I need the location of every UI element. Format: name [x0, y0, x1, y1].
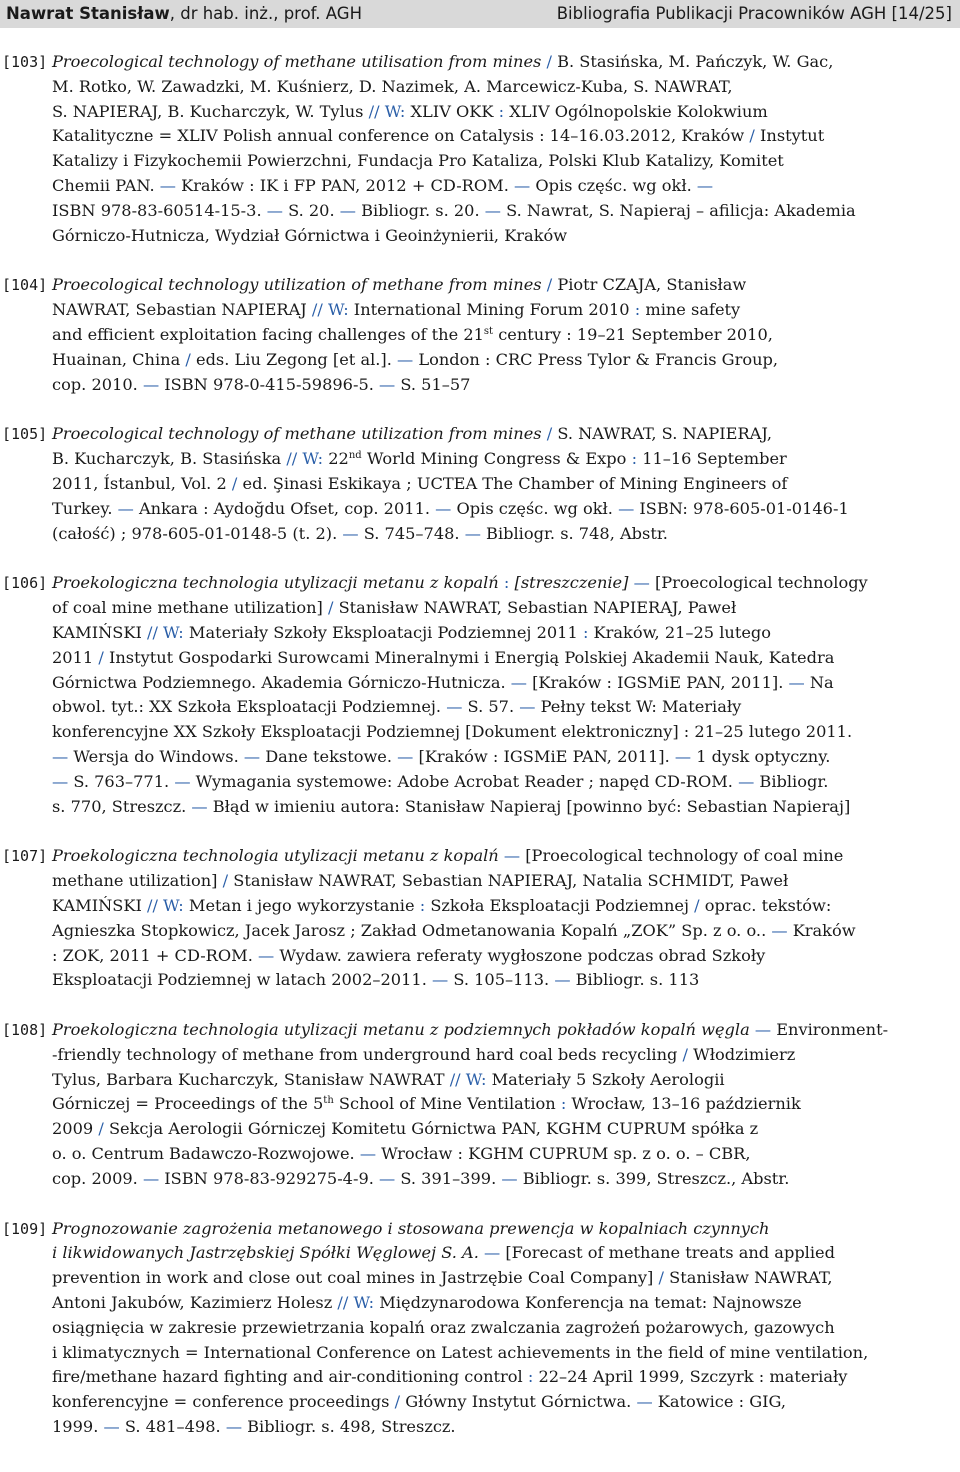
separator: —: [142, 374, 160, 394]
separator: /: [541, 52, 558, 71]
separator: —: [478, 1243, 506, 1263]
entry-text: [Proecological technology of coal mine: [525, 846, 844, 866]
entry-text: ISBN 978-83-60514-15-3.: [52, 200, 267, 220]
entry-line: [52, 497, 952, 522]
entry-line: [52, 1241, 952, 1266]
separator: /: [185, 349, 191, 369]
entry-text: Wrocław : KGHM CUPRUM sp. z o. o. – CBR,: [376, 1144, 751, 1164]
entry-text: Bibliogr.: [754, 771, 829, 791]
separator: —: [519, 697, 536, 717]
entry-text: KAMIŃSKI: [52, 895, 147, 915]
entry-line: [52, 50, 952, 75]
entry-line: [52, 1266, 952, 1291]
bibliography-entry: [0, 844, 952, 993]
entry-text: Górniczej = Proceedings of the 5: [52, 1094, 324, 1114]
entry-text: of coal mine methane utilization]: [52, 598, 328, 618]
entry-line: [52, 745, 952, 770]
entry-text: Katowice : GIG,: [652, 1392, 787, 1412]
entry-title: Proekologiczna technologia utylizacji metanu z kopalń: [52, 846, 499, 866]
entry-line: [52, 869, 952, 894]
entry-text: Bibliogr. s. 399, Streszcz., Abstr.: [517, 1168, 790, 1188]
entry-text: prevention in work and close out coal mines in Jastrzębie Coal Company]: [52, 1268, 659, 1288]
entry-text: Instytut: [754, 126, 825, 146]
entry-line: [52, 1365, 952, 1390]
entry-text: osiągnięcia w zakresie przewietrzania kopalń oraz zwalczania zagrożeń pożarowych, gazowych: [52, 1317, 835, 1337]
separator: // W:: [286, 449, 324, 469]
entry-text: XLIV Ogólnopolskie Kolokwium: [504, 101, 768, 121]
separator: —: [379, 1168, 396, 1188]
entry-line: [52, 795, 952, 820]
entry-line: [52, 1217, 952, 1242]
entry-line: [52, 646, 952, 671]
entry-text: S. 745–748.: [358, 523, 465, 543]
entry-line: [52, 1167, 952, 1192]
entry-text: Chemii PAN.: [52, 175, 160, 195]
entry-text: S. 481–498.: [119, 1417, 226, 1437]
separator: // W:: [368, 101, 406, 121]
separator: —: [397, 349, 414, 369]
entry-text: s. 770, Streszcz.: [52, 796, 192, 816]
entry-text: Wymagania systemowe: Adobe Acrobat Reader ; napęd CD-ROM.: [190, 771, 739, 791]
entry-text: S. NAWRAT, S. NAPIERAJ,: [557, 424, 773, 444]
entry-text: Ankara : Aydoğdu Ofset, cop. 2011.: [133, 498, 436, 518]
entry-line: [52, 720, 952, 745]
separator: —: [243, 746, 261, 766]
entry-text: Na: [804, 672, 834, 692]
entry-text: Górniczo-Hutnicza, Wydział Górnictwa i Geoinżynierii, Kraków: [52, 225, 568, 245]
entry-line: [52, 522, 952, 547]
author-title: , dr hab. inż., prof. AGH: [169, 4, 362, 23]
entry-text: 11–16 September: [637, 449, 787, 469]
separator: —: [52, 746, 69, 766]
entry-line: [52, 373, 952, 398]
separator: —: [501, 1168, 518, 1188]
entry-line: [52, 621, 952, 646]
entry-text: Wrocław, 13–16 październik: [566, 1094, 801, 1114]
entry-text: Stanisław NAWRAT, Sebastian NAPIERAJ, Natalia SCHMIDT, Paweł: [228, 871, 789, 891]
entry-line: [52, 1291, 952, 1316]
separator: // W:: [311, 300, 349, 320]
entry-line: [52, 894, 952, 919]
entry-text: Kraków, 21–25 lutego: [588, 622, 772, 642]
entry-text: Włodzimierz: [688, 1044, 796, 1064]
entry-line: [52, 447, 952, 472]
separator: :: [634, 300, 641, 320]
entry-text: World Mining Congress & Expo: [361, 449, 632, 469]
entry-text: Huainan, China: [52, 349, 186, 369]
separator: /: [541, 275, 558, 295]
entry-line: [52, 919, 952, 944]
separator: —: [342, 523, 359, 543]
entry-number: [104]: [2, 276, 48, 295]
entry-line: [52, 174, 952, 199]
entry-text: Wersja do Windows.: [68, 746, 244, 766]
entry-text: oprac. tekstów:: [699, 895, 832, 915]
bibliography-entry: [0, 1217, 952, 1440]
entry-line: [52, 1415, 952, 1440]
entry-title: Proecological technology of methane utilization from mines: [52, 424, 542, 444]
entry-text: Główny Instytut Górnictwa.: [400, 1392, 637, 1412]
entry-text: Bibliogr. s. 748, Abstr.: [480, 523, 668, 543]
separator: /: [231, 473, 238, 493]
entry-text: Stanisław NAWRAT,: [663, 1268, 833, 1288]
separator: —: [379, 374, 396, 394]
entry-title: [streszczenie]: [514, 573, 629, 593]
separator: :: [498, 573, 515, 593]
entry-text: cop. 2009.: [52, 1168, 143, 1188]
entry-text: st: [483, 325, 494, 337]
entry-text: Materiały Szkoły Eksploatacji Podziemnej 2011: [183, 622, 583, 642]
entry-text: Katalizy i Fizykochemii Powierzchni, Fundacja Pro Kataliza, Polski Klub Katalizy, Komitet: [52, 151, 784, 171]
entry-text: Tylus, Barbara Kucharczyk, Stanisław NAWRAT: [52, 1069, 450, 1089]
separator: —: [159, 175, 176, 195]
entry-text: KAMIŃSKI: [52, 622, 147, 642]
entry-text: Bibliogr. s. 498, Streszcz.: [242, 1417, 456, 1437]
entry-line: [52, 1018, 952, 1043]
entry-title: Proekologiczna technologia utylizacji metanu z kopalń: [52, 573, 499, 593]
entry-text: Górnictwa Podziemnego. Akademia Górniczo-Hutnicza.: [52, 672, 511, 692]
entry-title: Proecological technology of methane utilisation from mines: [52, 52, 542, 71]
entry-text: [Kraków : IGSMiE PAN, 2011].: [526, 672, 789, 692]
separator: —: [749, 1020, 777, 1040]
entry-text: Opis częśc. wg okł.: [451, 498, 619, 518]
separator: —: [52, 771, 69, 791]
entry-text: eds. Liu Zegong [et al.].: [190, 349, 398, 369]
entry-text: 2009: [52, 1119, 99, 1139]
entry-line: [52, 770, 952, 795]
separator: —: [339, 200, 356, 220]
entry-line: [52, 1316, 952, 1341]
entry-text: : ZOK, 2011 + CD-ROM.: [52, 945, 259, 965]
entry-line: [52, 1092, 952, 1117]
entry-line: [52, 323, 952, 348]
entry-text: Dane tekstowe.: [260, 746, 398, 766]
separator: :: [560, 1094, 567, 1114]
entry-text: cop. 2010.: [52, 374, 143, 394]
entry-text: Opis częśc. wg okł.: [530, 175, 697, 195]
separator: —: [788, 672, 805, 692]
entry-text: Międzynarodowa Konferencja na temat: Najnowsze: [374, 1293, 802, 1313]
entry-line: [52, 596, 952, 621]
separator: —: [397, 746, 414, 766]
separator: /: [749, 126, 755, 146]
entry-text: 2011: [52, 647, 99, 667]
entry-text: S. 51–57: [395, 374, 471, 394]
entry-title: Prognozowanie zagrożenia metanowego i stosowana prewencja w kopalniach czynnych: [52, 1218, 770, 1238]
entry-text: Szkoła Eksploatacji Podziemnej: [425, 895, 695, 915]
bibliography-entry: [0, 273, 952, 397]
entry-text: 22–24 April 1999, Szczyrk : materiały: [533, 1367, 848, 1387]
entry-text: NAWRAT, Sebastian NAPIERAJ: [52, 300, 312, 320]
separator: —: [636, 1392, 653, 1412]
entry-line: [52, 1341, 952, 1366]
separator: —: [498, 846, 526, 866]
entry-line: [52, 571, 952, 596]
entry-text: S. 57.: [462, 697, 520, 717]
entry-text: 1 dysk optyczny.: [691, 746, 831, 766]
bibliography-entry: [0, 571, 952, 819]
entry-text: M. Rotko, W. Zawadzki, M. Kuśnierz, D. Nazimek, A. Marcewicz-Kuba, S. NAWRAT,: [52, 76, 733, 96]
entry-line: [52, 1142, 952, 1167]
entry-text: ISBN 978-83-929275-4-9.: [159, 1168, 380, 1188]
entry-text: S. 20.: [282, 200, 340, 220]
separator: /: [222, 871, 229, 891]
entry-text: Kraków : IK i FP PAN, 2012 + CD-ROM.: [175, 175, 514, 195]
entry-text: Metan i jego wykorzystanie: [183, 895, 420, 915]
separator: /: [541, 424, 558, 444]
entry-text: Pełny tekst W: Materiały: [535, 697, 742, 717]
entry-text: Sekcja Aerologii Górniczej Komitetu Górnictwa PAN, KGHM CUPRUM spółka z: [103, 1119, 759, 1139]
entry-text: (całość) ; 978-605-01-0148-5 (t. 2).: [52, 523, 343, 543]
entry-line: [52, 472, 952, 497]
separator: —: [738, 771, 755, 791]
header-author: [6, 0, 362, 28]
separator: /: [682, 1044, 688, 1064]
entry-number: [103]: [2, 53, 48, 71]
entry-text: ISBN 978-0-415-59896-5.: [159, 374, 380, 394]
entry-line: [52, 695, 952, 720]
entry-text: Bibliogr. s. 113: [570, 970, 700, 990]
entry-line: [52, 944, 952, 969]
entry-line: [52, 1117, 952, 1142]
entry-text: Antoni Jakubów, Kazimierz Holesz: [52, 1293, 338, 1313]
separator: —: [618, 498, 635, 518]
entry-text: [Forecast of methane treats and applied: [505, 1243, 835, 1263]
entry-line: [52, 100, 952, 125]
entry-text: th: [323, 1095, 334, 1107]
entry-line: [52, 298, 952, 323]
separator: /: [327, 598, 334, 618]
separator: —: [510, 672, 527, 692]
entry-text: [Proecological technology: [654, 573, 868, 593]
entry-line: [52, 199, 952, 224]
entry-text: konferencyjne XX Szkoły Eksploatacji Podziemnej [Dokument elektroniczny] : 21–25 lutego 2011.: [52, 722, 853, 742]
entry-text: obwol. tyt.: XX Szkoła Eksploatacji Podziemnej.: [52, 697, 447, 717]
separator: // W:: [146, 895, 184, 915]
entry-line: [52, 671, 952, 696]
separator: // W:: [146, 622, 184, 642]
author-name: Nawrat Stanisław: [6, 4, 170, 23]
separator: :: [498, 101, 505, 121]
page-header: [0, 0, 960, 28]
entry-title: i likwidowanych Jastrzębskiej Spółki Węglowej S. A.: [52, 1243, 479, 1263]
entry-text: London : CRC Press Tylor & Francis Group,: [413, 349, 779, 369]
separator: —: [484, 200, 501, 220]
separator: —: [446, 697, 463, 717]
entry-number: [107]: [2, 847, 48, 866]
entry-text: S. Nawrat, S. Napieraj – afilicja: Akademia: [500, 200, 856, 220]
entry-text: B. Stasińska, M. Pańczyk, W. Gac,: [557, 52, 834, 71]
entry-text: fire/methane hazard fighting and air-conditioning control: [52, 1367, 528, 1387]
entry-text: Stanisław NAWRAT, Sebastian NAPIERAJ, Paweł: [333, 598, 737, 618]
entry-text: Katalityczne = XLIV Polish annual conference on Catalysis : 14–16.03.2012, Kraków: [52, 126, 750, 146]
entry-text: o. o. Centrum Badawczo-Rozwojowe.: [52, 1144, 360, 1164]
entry-line: [52, 273, 952, 298]
entry-text: Piotr CZAJA, Stanisław: [557, 275, 747, 295]
separator: :: [419, 895, 426, 915]
entry-line: [52, 75, 952, 100]
separator: —: [435, 498, 452, 518]
separator: —: [554, 970, 571, 990]
entry-text: XLIV OKK: [405, 101, 499, 121]
separator: —: [464, 523, 481, 543]
entry-text: S. NAPIERAJ, B. Kucharczyk, W. Tylus: [52, 101, 369, 121]
entry-text: ISBN: 978-605-01-0146-1: [634, 498, 849, 518]
entry-title: Proekologiczna technologia utylizacji metanu z podziemnych pokładów kopalń węgla: [52, 1020, 750, 1040]
bibliography-entry: [0, 1018, 952, 1192]
separator: —: [225, 1417, 243, 1437]
entry-text: 1999.: [52, 1417, 104, 1437]
separator: // W:: [449, 1069, 487, 1089]
entry-text: Turkey.: [52, 498, 118, 518]
entry-title: Proecological technology utilization of methane from mines: [52, 275, 542, 295]
separator: —: [431, 970, 449, 990]
bibliography-entry: [0, 422, 952, 546]
entry-text: Eksploatacji Podziemnej w latach 2002–2011.: [52, 970, 432, 990]
entry-text: Materiały 5 Szkoły Aerologii: [486, 1069, 725, 1089]
entry-text: ed. Şinasi Eskikaya ; UCTEA The Chamber of Mining Engineers of: [237, 473, 788, 493]
entry-number: [108]: [2, 1021, 48, 1040]
entry-line: [52, 1043, 952, 1068]
entry-text: S. 105–113.: [448, 970, 555, 990]
entry-number: [106]: [2, 574, 48, 593]
separator: —: [258, 945, 275, 965]
entry-line: [52, 1068, 952, 1093]
separator: :: [582, 622, 589, 642]
separator: —: [117, 498, 134, 518]
bibliography-list: [0, 50, 960, 1465]
separator: // W:: [337, 1293, 375, 1313]
entry-text: mine safety: [640, 300, 741, 320]
entry-line: [52, 1390, 952, 1415]
separator: /: [98, 1119, 104, 1139]
entry-line: [52, 844, 952, 869]
entry-line: [52, 149, 952, 174]
separator: /: [394, 1392, 401, 1412]
separator: :: [631, 449, 638, 469]
entry-text: School of Mine Ventilation: [333, 1094, 561, 1114]
entry-text: Kraków: [787, 920, 856, 940]
entry-text: S. 763–771.: [68, 771, 175, 791]
separator: —: [674, 746, 692, 766]
entry-text: methane utilization]: [52, 871, 223, 891]
entry-text: Instytut Gospodarki Surowcami Mineralnymi i Energią Polskiej Akademii Nauk, Katedra: [103, 647, 835, 667]
entry-number: [105]: [2, 425, 48, 444]
separator: /: [98, 647, 104, 667]
bibliography-entry: [0, 50, 952, 248]
entry-text: Błąd w imieniu autora: Stanisław Napieraj [powinno być: Sebastian Napieraj]: [207, 796, 851, 816]
entry-text: Agnieszka Stopkowicz, Jacek Jarosz ; Zakład Odmetanowania Kopalń „ZOK” Sp. z o. o..: [52, 920, 772, 940]
separator: —: [628, 573, 655, 593]
entry-line: [52, 224, 952, 249]
entry-text: -friendly technology of methane from underground hard coal beds recycling: [52, 1044, 683, 1064]
entry-number: [109]: [2, 1219, 48, 1238]
entry-text: [Kraków : IGSMiE PAN, 2011].: [413, 746, 675, 766]
entry-text: 22: [323, 449, 349, 469]
entry-text: B. Kucharczyk, B. Stasińska: [52, 449, 287, 469]
separator: —: [513, 175, 531, 195]
separator: —: [191, 796, 208, 816]
entry-line: [52, 124, 952, 149]
entry-text: i klimatycznych = International Conference on Latest achievements in the field of mine ventilation,: [52, 1342, 869, 1362]
entry-text: century : 19–21 September 2010,: [493, 324, 773, 344]
entry-text: Environment-: [776, 1020, 889, 1040]
separator: :: [527, 1367, 534, 1387]
separator: —: [771, 920, 788, 940]
entry-text: Bibliogr. s. 20.: [355, 200, 485, 220]
entry-text: Wydaw. zawiera referaty wygłoszone podczas obrad Szkoły: [274, 945, 766, 965]
entry-line: [52, 968, 952, 993]
separator: —: [266, 200, 283, 220]
separator: —: [174, 771, 191, 791]
entry-text: nd: [348, 450, 362, 462]
entry-text: S. 391–399.: [395, 1168, 502, 1188]
entry-text: 2011, Ístanbul, Vol. 2: [52, 473, 232, 493]
separator: —: [696, 175, 714, 195]
header-title: Bibliografia Publikacji Pracowników AGH [14/25]: [556, 4, 952, 23]
entry-text: konferencyjne = conference proceedings: [52, 1392, 395, 1412]
entry-line: [52, 348, 952, 373]
separator: —: [359, 1144, 377, 1164]
entry-text: and efficient exploitation facing challenges of the 21: [52, 324, 484, 344]
separator: —: [103, 1417, 120, 1437]
entry-text: International Mining Forum 2010: [348, 300, 635, 320]
separator: —: [142, 1168, 160, 1188]
separator: /: [658, 1268, 664, 1288]
entry-line: [52, 422, 952, 447]
separator: /: [694, 895, 700, 915]
